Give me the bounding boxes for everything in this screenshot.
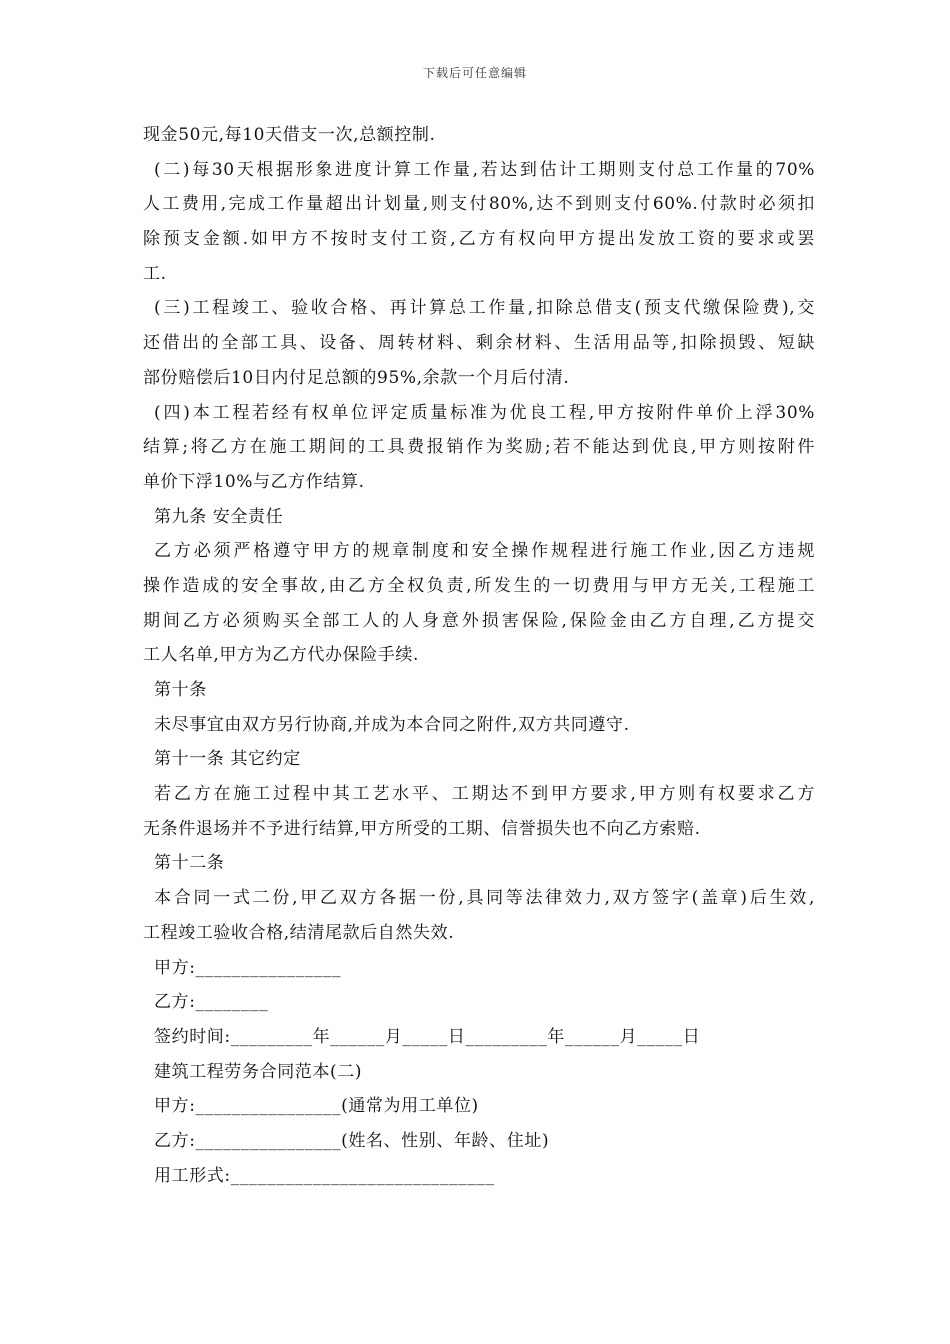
- text-line: 乙方:________________(姓名、性别、年龄、住址): [154, 1130, 550, 1151]
- text-line: 第十一条 其它约定: [154, 749, 301, 770]
- text-line: 期间乙方必须购买全部工人的人身意外损害保险,保险金由乙方自理,乙方提交: [143, 610, 815, 631]
- text-line: 甲方:________________(通常为用工单位): [154, 1096, 479, 1117]
- text-line: 除预支金额.如甲方不按时支付工资,乙方有权向甲方提出发放工资的要求或罢: [143, 229, 815, 250]
- text-line: 第十条: [154, 680, 207, 700]
- text-line: 本合同一式二份,甲乙双方各据一份,具同等法律效力,双方签字(盖章)后生效,: [154, 888, 815, 909]
- page-header: 下载后可任意编辑: [422, 66, 527, 80]
- text-line: 工人名单,甲方为乙方代办保险手续.: [143, 645, 420, 666]
- text-line: 乙方:________: [154, 992, 269, 1013]
- text-line: 操作造成的安全事故,由乙方全权负责,所发生的一切费用与甲方无关,工程施工: [143, 575, 815, 596]
- text-line: 人工费用,完成工作量超出计划量,则支付80%,达不到则支付60%.付款时必须扣: [143, 194, 815, 215]
- text-line: 部份赔偿后10日内付足总额的95%,余款一个月后付清.: [143, 367, 570, 388]
- text-line: 无条件退场并不予进行结算,甲方所受的工期、信誉损失也不向乙方索赔.: [143, 818, 701, 839]
- text-line: (二)每30天根据形象进度计算工作量,若达到估计工期则支付总工作量的70%: [154, 159, 815, 180]
- text-line: (四)本工程若经有权单位评定质量标准为优良工程,甲方按附件单价上浮30%: [154, 402, 815, 423]
- text-line: 第十二条: [154, 853, 225, 874]
- text-line: 用工形式:_____________________________: [154, 1165, 495, 1186]
- text-line: 乙方必须严格遵守甲方的规章制度和安全操作规程进行施工作业,因乙方违规: [154, 541, 815, 562]
- text-line: 甲方:________________: [154, 957, 342, 978]
- text-line: 工.: [143, 263, 167, 284]
- text-line: 结算;将乙方在施工期间的工具费报销作为奖励;若不能达到优良,甲方则按附件: [143, 437, 815, 458]
- text-line: 现金50元,每10天借支一次,总额控制.: [143, 125, 436, 145]
- text-line: 第九条 安全责任: [154, 506, 284, 527]
- text-line: (三)工程竣工、验收合格、再计算总工作量,扣除总借支(预支代缴保险费),交: [154, 298, 815, 319]
- text-line: 签约时间:_________年______月_____日_________年______月_____日: [154, 1026, 701, 1047]
- text-line: 建筑工程劳务合同范本(二): [154, 1061, 363, 1082]
- text-line: 还借出的全部工具、设备、周转材料、剩余材料、生活用品等,扣除损毁、短缺: [143, 333, 815, 354]
- text-line: 若乙方在施工过程中其工艺水平、工期达不到甲方要求,甲方则有权要求乙方: [154, 784, 815, 805]
- text-line: 工程竣工验收合格,结清尾款后自然失效.: [143, 922, 455, 943]
- text-line: 单价下浮10%与乙方作结算.: [143, 471, 365, 492]
- document-body: [143, 118, 815, 1193]
- text-line: 未尽事宜由双方另行协商,并成为本合同之附件,双方共同遵守.: [154, 714, 630, 735]
